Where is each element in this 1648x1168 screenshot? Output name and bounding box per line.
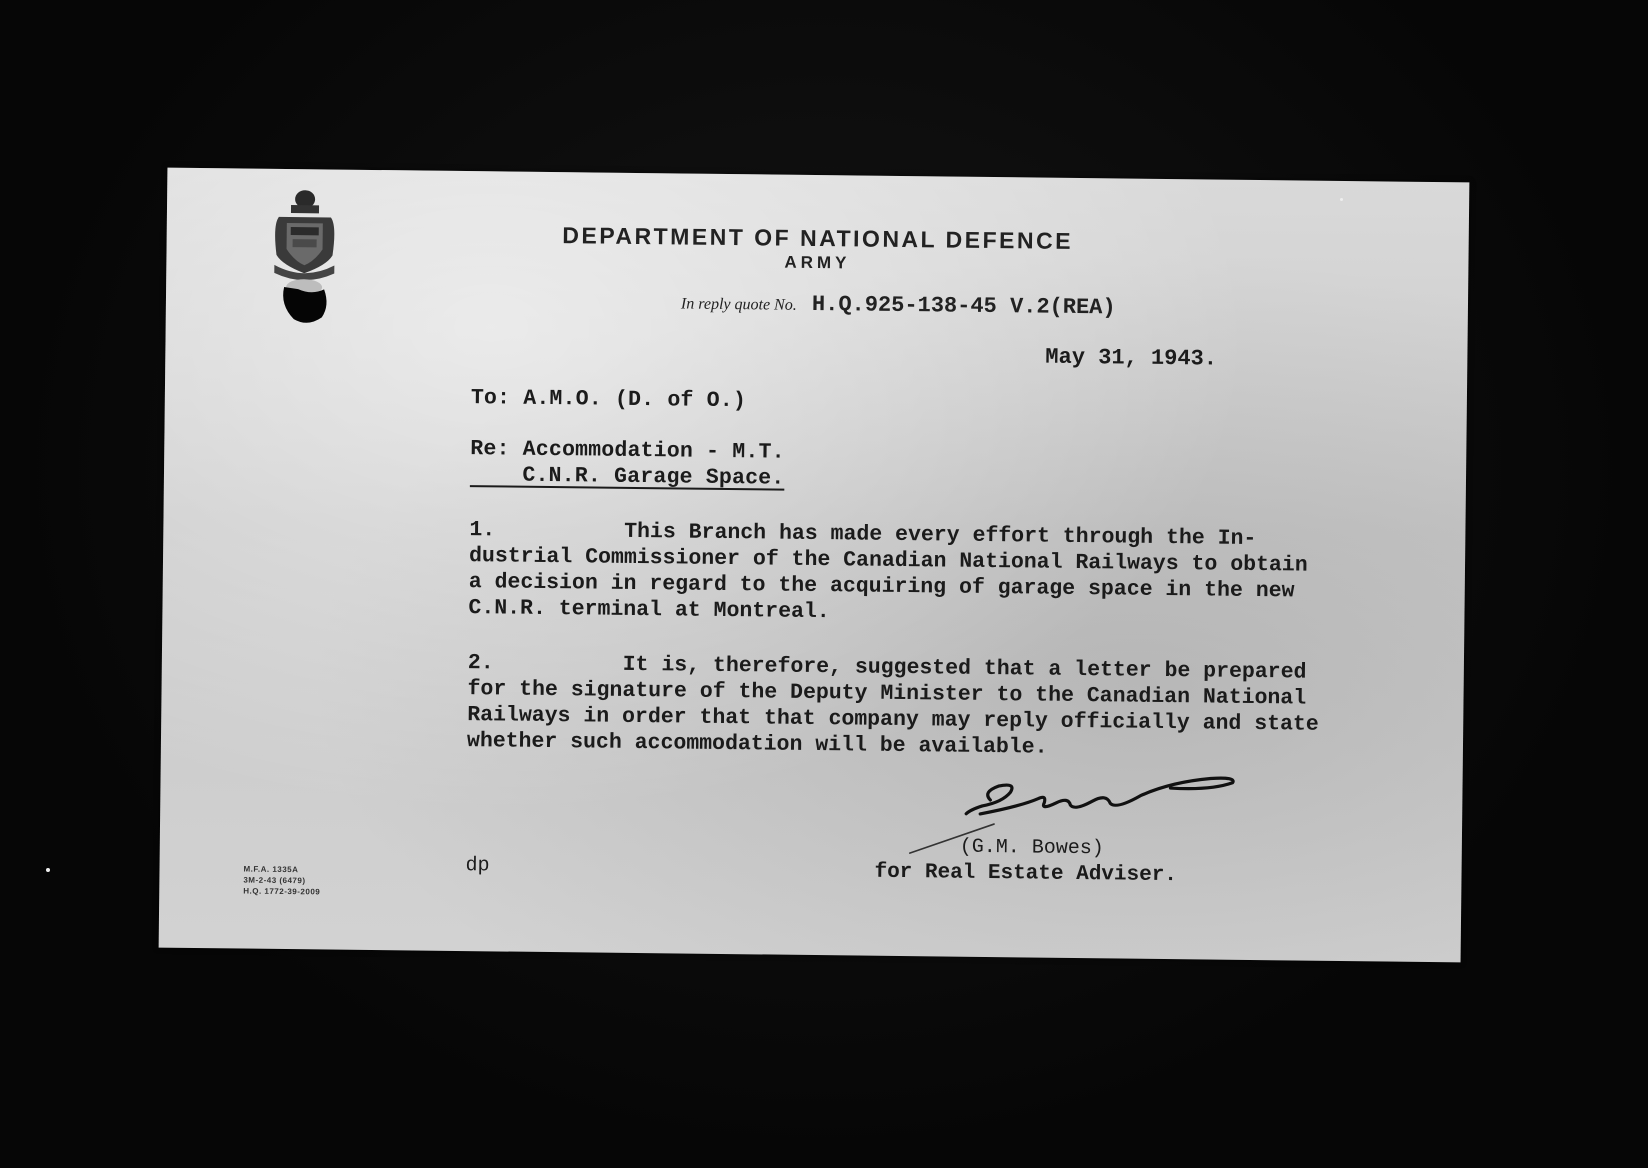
- form-codes: [243, 864, 320, 898]
- form-code-line: 3M-2-43 (6479): [243, 875, 306, 886]
- reference-number: H.Q.925-138-45 V.2(REA): [811, 291, 1116, 321]
- form-code-line: M.F.A. 1335A: [243, 864, 299, 875]
- paragraph-line: a decision in regard to the acquiring of garage space in the new: [468, 570, 1295, 604]
- department-heading: DEPARTMENT OF NATIONAL DEFENCE: [562, 222, 1074, 254]
- signer-name: (G.M. Bowes): [959, 835, 1104, 861]
- letter-page: [159, 168, 1470, 963]
- paragraph-line: dustrial Commissioner of the Canadian National Railways to obtain: [468, 544, 1308, 578]
- reply-reference: [681, 290, 1116, 320]
- recipient-line: To: A.M.O. (D. of O.): [470, 386, 747, 414]
- dust-speck: [46, 868, 50, 872]
- reply-label: In reply quote No.: [680, 295, 797, 314]
- paragraph-line: 1. This Branch has made every effort through the In-: [469, 518, 1257, 552]
- branch-heading: ARMY: [784, 252, 851, 273]
- paragraph-line: whether such accommodation will be available.: [466, 729, 1048, 760]
- signer-title: for Real Estate Adviser.: [874, 860, 1178, 888]
- form-code-line: H.Q. 1772-39-2009: [243, 886, 321, 897]
- subject-line-1: Re: Accommodation - M.T.: [470, 437, 785, 465]
- paragraph-line: 2. It is, therefore, suggested that a letter be prepared: [467, 651, 1307, 685]
- dust-speck: [1340, 198, 1343, 201]
- paragraph-line: C.N.R. terminal at Montreal.: [468, 596, 830, 625]
- paragraph-line: for the signature of the Deputy Minister to the Canadian National: [467, 677, 1307, 711]
- letter-date: May 31, 1943.: [1045, 344, 1218, 372]
- subject-line-2: C.N.R. Garage Space.: [469, 463, 785, 491]
- typist-initials: dp: [465, 854, 490, 878]
- paragraph-2: [467, 651, 1320, 765]
- paragraph-1: [468, 518, 1308, 632]
- paragraph-line: Railways in order that that company may reply officially and state: [467, 703, 1319, 737]
